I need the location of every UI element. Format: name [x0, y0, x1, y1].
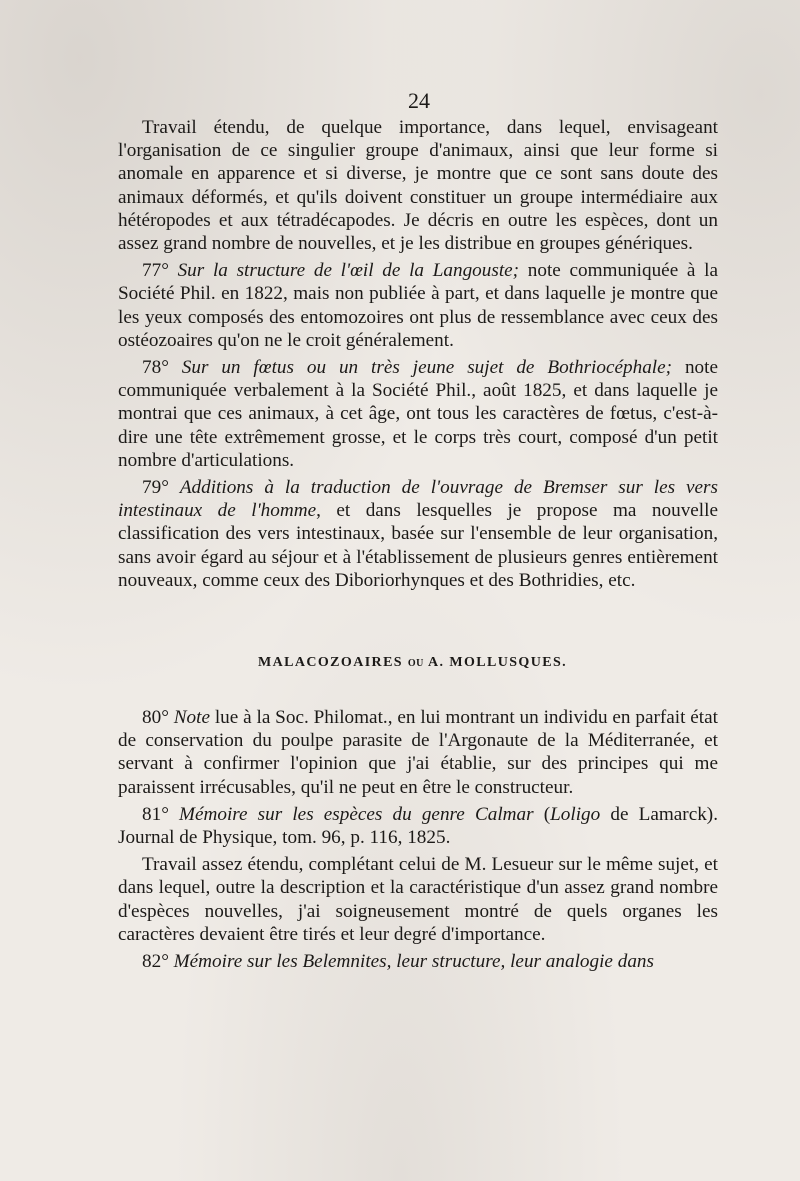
section-heading: [258, 655, 567, 671]
body-text: 77°: [142, 260, 178, 282]
italic-text: Loligo: [550, 803, 601, 825]
body-text: 82°: [142, 951, 174, 973]
italic-text: Sur la structure de l'œil de la Langouste;: [177, 260, 520, 282]
body-text: Travail étendu, de quelque importance, dans lequel, envisageant l'organisation de ce singulier groupe d'animaux, ainsi que leur forme si anomale en apparence et si diverse, je montre que ce sont sans doute des animaux déformés, et qu'ils doivent constituer un groupe intermédiaire aux hétéropodes et aux tétradécapodes. Je décris en outre les espèces, dont un assez grand nombre de nouvelles, et je les distribue en groupes génériques.: [118, 117, 718, 255]
text-block-bottom: [118, 706, 718, 973]
body-text: note communiquée à la Société Phil. en 1822, mais non publiée à part, et dans laquelle je montre que les yeux composés des entomozoires ont plus de ressemblance avec ceux des ostéozoaires qu'on ne le croit généralement.: [118, 260, 718, 351]
paragraph: [118, 950, 718, 973]
body-text: 79°: [142, 477, 180, 499]
section-heading-ou: OU: [407, 658, 424, 669]
paragraph: [118, 259, 718, 352]
paragraph: [118, 706, 718, 799]
body-text: note communiquée verbalement à la Société Phil., août 1825, et dans laquelle je montrai que ces animaux, à cet âge, ont tous les caractères de fœtus, c'est-à-dire une tête extrêmement grosse, et le corps très court, composé d'un petit nombre d'articulations.: [118, 357, 718, 471]
paragraph: [118, 803, 718, 849]
body-text: 80°: [142, 707, 174, 728]
page-number: 24: [408, 88, 430, 113]
paragraph: [118, 476, 718, 592]
italic-text: Sur un fœtus ou un très jeune sujet de Bothriocéphale;: [181, 357, 673, 379]
paragraph: [118, 356, 718, 472]
body-text: Travail assez étendu, complétant celui de M. Lesueur sur le même sujet, et dans lequel, outre la description et la caractéristique d'un assez grand nombre d'espèces nouvelles, j'ai soigneusement montré de quels organes les caractères devaient être tirés et leur degré d'importance.: [118, 854, 718, 945]
section-heading-right: A. MOLLUSQUES.: [428, 655, 568, 670]
paragraph: [118, 116, 718, 255]
body-text: 81°: [142, 803, 179, 825]
body-text: de Lamarck). Journal de Physique, tom. 96, p. 116, 1825.: [118, 803, 718, 849]
section-heading-left: MALACOZOAIRES: [258, 655, 403, 670]
body-text: , et dans lesquelles je propose ma nouvelle classification des vers intestinaux, basée sur l'ensemble de leur organisation, sans avoir égard au séjour et à l'établissement de plusieurs genres entièrement nouveaux, comme ceux des Diboriorhynques et des Bothridies, etc.: [118, 500, 718, 591]
italic-text: Mémoire sur les Belemnites, leur structure, leur analogie dans: [173, 951, 654, 973]
body-text: (: [533, 803, 551, 825]
italic-text: Mémoire sur les espèces du genre Calmar: [179, 803, 534, 825]
body-text: lue à la Soc. Philomat., en lui montrant un individu en parfait état de conservation du poulpe parasite de l'Argonaute de la Méditerranée, et servant à confirmer l'opinion que j'ai établie, sur des principes qui me paraissent irrécusables, qu'il ne peut en être le constructeur.: [118, 707, 718, 798]
italic-text: Note: [173, 707, 210, 728]
text-block-top: [118, 116, 718, 592]
body-text: 78°: [142, 357, 182, 379]
paragraph: [118, 853, 718, 946]
italic-text: Additions à la traduction de l'ouvrage de Bremser sur les vers intestinaux de l'homme: [118, 477, 718, 522]
